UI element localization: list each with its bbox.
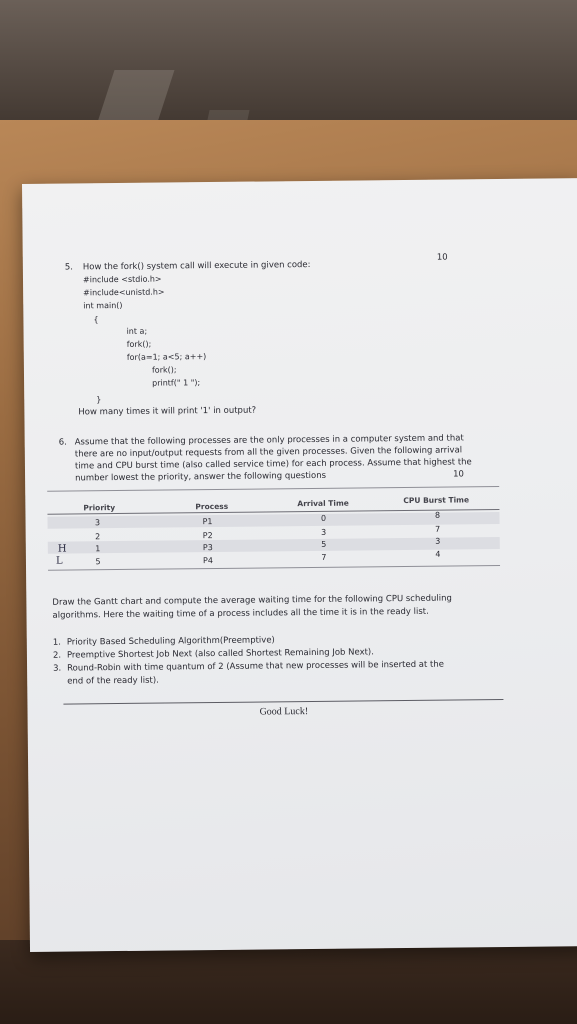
code-line: int main() <box>83 300 123 311</box>
header-burst: CPU Burst Time <box>403 495 470 506</box>
cell-arrival: 0 <box>320 513 327 523</box>
cell-burst: 4 <box>435 549 441 559</box>
table-edge <box>0 940 577 1024</box>
cell-burst: 3 <box>435 536 441 546</box>
cell-arrival: 3 <box>321 527 327 537</box>
q5-prompt: How the fork() system call will execute in given code: <box>82 259 311 273</box>
handwritten-note: H <box>57 543 67 555</box>
cell-process: P2 <box>202 531 213 541</box>
cell-process: P3 <box>202 543 213 553</box>
cell-process: P1 <box>202 517 213 527</box>
exam-paper <box>22 178 577 952</box>
q5-question: How many times it will print '1' in output? <box>78 405 257 418</box>
code-line: fork(); <box>126 339 152 349</box>
code-line: #include<unistd.h> <box>83 287 165 298</box>
code-line: fork(); <box>151 365 177 375</box>
q5-number: 5. <box>64 262 74 273</box>
code-line: int a; <box>126 326 148 336</box>
header-process: Process <box>195 501 229 512</box>
algorithm-item: Priority Based Scheduling Algorithm(Preemptive) <box>66 635 275 648</box>
cell-burst: 7 <box>435 524 441 534</box>
algorithm-item: Preemptive Shortest Job Next (also called Shortest Remaining Job Next). <box>66 647 374 661</box>
q6-marks: 10 <box>453 469 464 480</box>
q5-marks: 10 <box>436 252 448 263</box>
q6-line: Assume that the following processes are the only processes in a computer system and that <box>74 433 464 448</box>
cell-priority: 5 <box>95 557 101 567</box>
cell-arrival: 7 <box>321 552 327 562</box>
q6-line: time and CPU burst time (also called service time) for each process. Assume that highest the <box>74 457 472 472</box>
cell-priority: 2 <box>95 532 101 542</box>
cell-priority: 1 <box>95 544 101 554</box>
q6-line: there are no input/output requests from all the given processes. Given the following arrival <box>74 445 463 460</box>
algorithm-number: 2. <box>52 650 62 661</box>
instruction-line: Draw the Gantt chart and compute the average waiting time for the following CPU scheduling <box>52 593 452 608</box>
cell-priority: 3 <box>94 518 101 528</box>
code-line: { <box>93 315 99 325</box>
footer-rule <box>63 699 503 705</box>
q6-line: number lowest the priority, answer the following questions <box>75 470 327 484</box>
cell-process: P4 <box>202 556 213 566</box>
cell-arrival: 5 <box>321 539 327 549</box>
cell-burst: 8 <box>434 510 441 520</box>
algorithm-number: 3. <box>53 663 62 674</box>
code-line: for(a=1; a<5; a++) <box>126 352 207 362</box>
instruction-line: algorithms. Here the waiting time of a process includes all the time it is in the ready list. <box>52 606 429 621</box>
table-rule <box>47 486 499 492</box>
code-line: } <box>96 395 102 405</box>
algorithm-item: Round-Robin with time quantum of 2 (Assume that new processes will be inserted at the <box>67 659 445 674</box>
good-luck-text: Good Luck! <box>259 706 309 718</box>
code-line: #include <stdio.h> <box>82 274 162 285</box>
code-line: printf(" 1 "); <box>152 378 201 388</box>
q6-number: 6. <box>58 437 67 448</box>
algorithm-item: end of the ready list). <box>67 675 159 687</box>
header-priority: Priority <box>83 503 116 513</box>
algorithm-number: 1. <box>52 637 61 648</box>
header-arrival: Arrival Time <box>297 498 349 509</box>
handwritten-note: L <box>55 555 63 567</box>
